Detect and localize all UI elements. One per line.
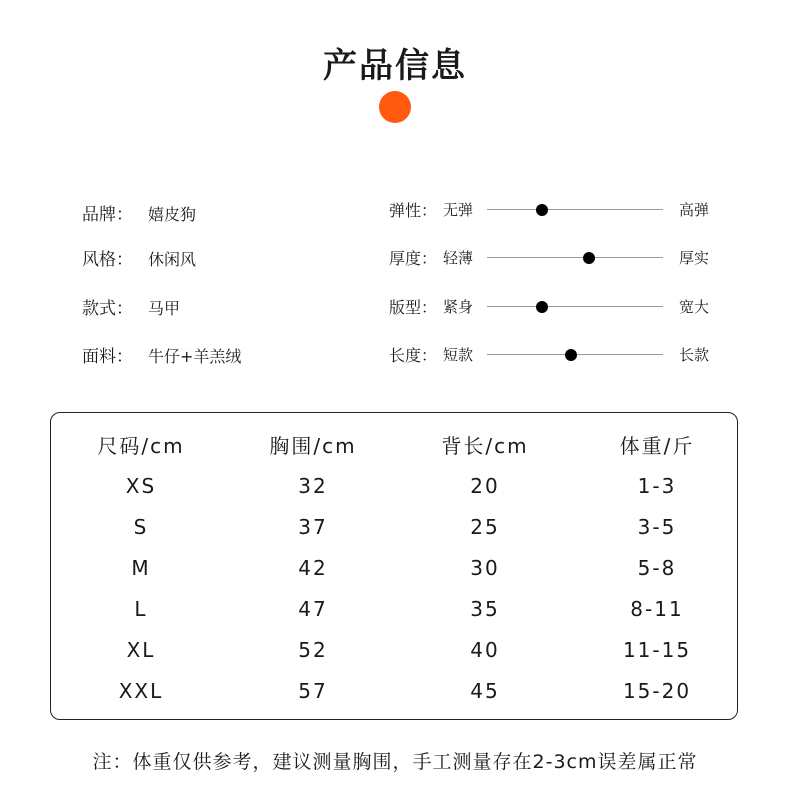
table-cell: 25 — [470, 515, 500, 539]
table-cell: XL — [126, 638, 156, 662]
table-cell: 40 — [470, 638, 500, 662]
table-cell: XXL — [118, 679, 164, 703]
scale-label: 版型： — [389, 298, 438, 317]
attribute-value: 马甲 — [148, 299, 181, 318]
scale-thickness — [389, 246, 729, 270]
scale-fit — [389, 295, 729, 319]
attribute-value: 休闲风 — [148, 250, 197, 269]
size-table — [50, 412, 738, 720]
scale-elasticity — [389, 198, 729, 222]
scale-right-label: 宽大 — [679, 298, 710, 316]
attribute-row-type — [82, 294, 342, 319]
attribute-value: 嬉皮狗 — [148, 205, 197, 224]
attribute-label: 面料： — [82, 347, 133, 367]
scale-left-label: 无弹 — [443, 201, 474, 219]
table-cell: 8-11 — [630, 597, 684, 621]
scale-knob — [565, 349, 577, 361]
scale-right-label: 长款 — [679, 346, 710, 364]
table-cell: 45 — [470, 679, 500, 703]
scale-label: 厚度： — [389, 249, 438, 268]
table-header: 胸围/cm — [269, 434, 357, 458]
table-cell: 3-5 — [637, 515, 677, 539]
scale-left-label: 轻薄 — [443, 249, 474, 267]
table-cell: 30 — [470, 556, 500, 580]
table-cell: 15-20 — [622, 679, 692, 703]
scale-knob — [536, 204, 548, 216]
table-cell: 47 — [298, 597, 328, 621]
attribute-label: 风格： — [82, 250, 133, 270]
table-cell: 5-8 — [637, 556, 677, 580]
attribute-row-style — [82, 245, 342, 270]
table-header: 背长/cm — [441, 434, 529, 458]
table-cell: XS — [125, 474, 157, 498]
table-cell: M — [131, 556, 151, 580]
scale-track — [487, 209, 663, 210]
table-cell: 11-15 — [622, 638, 692, 662]
scale-right-label: 高弹 — [679, 201, 710, 219]
table-cell: L — [134, 597, 148, 621]
scale-label: 弹性： — [389, 201, 438, 220]
table-header: 尺码/cm — [97, 434, 185, 458]
scale-label: 长度： — [389, 346, 438, 365]
scale-knob — [583, 252, 595, 264]
scale-knob — [536, 301, 548, 313]
table-cell: 42 — [298, 556, 328, 580]
scale-track — [487, 257, 663, 258]
scale-right-label: 厚实 — [679, 249, 710, 267]
scale-track — [487, 306, 663, 307]
table-cell: 1-3 — [637, 474, 677, 498]
table-cell: 32 — [298, 474, 328, 498]
attribute-label: 品牌： — [82, 205, 133, 225]
page-title: 产品信息 — [323, 46, 467, 86]
table-cell: 20 — [470, 474, 500, 498]
attribute-label: 款式： — [82, 299, 133, 319]
table-header: 体重/斤 — [619, 434, 695, 458]
table-cell: S — [133, 515, 149, 539]
scale-length — [389, 343, 729, 367]
attribute-row-brand — [82, 200, 342, 225]
accent-dot — [379, 91, 411, 123]
footnote: 注：体重仅供参考，建议测量胸围，手工测量存在2-3cm误差属正常 — [92, 751, 698, 773]
table-cell: 35 — [470, 597, 500, 621]
table-cell: 52 — [298, 638, 328, 662]
scale-left-label: 紧身 — [443, 298, 474, 316]
attribute-row-fabric — [82, 342, 342, 367]
attribute-value: 牛仔+羊羔绒 — [148, 347, 242, 366]
table-cell: 37 — [298, 515, 328, 539]
scale-left-label: 短款 — [443, 346, 474, 364]
table-cell: 57 — [298, 679, 328, 703]
